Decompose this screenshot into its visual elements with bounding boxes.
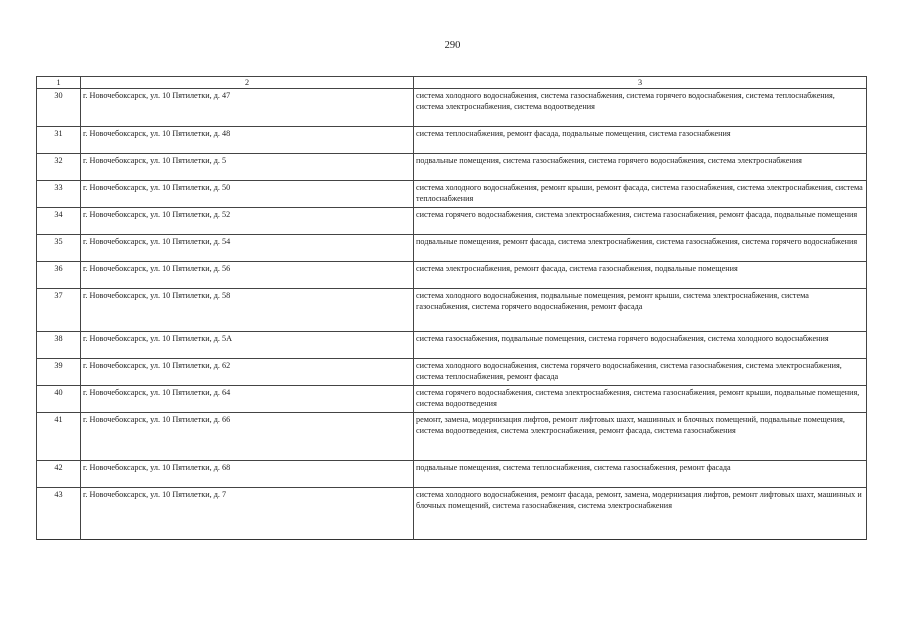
page-number: 290 xyxy=(444,40,461,51)
column-header-address: 2 xyxy=(81,77,414,89)
row-number: 30 xyxy=(37,89,81,127)
row-address: г. Новочебоксарск, ул. 10 Пятилетки, д. 5 xyxy=(81,154,414,181)
row-address: г. Новочебоксарск, ул. 10 Пятилетки, д. 52 xyxy=(81,208,414,235)
table-row xyxy=(37,461,867,488)
table-row xyxy=(37,154,867,181)
row-address: г. Новочебоксарск, ул. 10 Пятилетки, д. 48 xyxy=(81,127,414,154)
table-row xyxy=(37,262,867,289)
row-address: г. Новочебоксарск, ул. 10 Пятилетки, д. 66 xyxy=(81,413,414,461)
row-number: 36 xyxy=(37,262,81,289)
row-works: система холодного водоснабжения, ремонт крыши, ремонт фасада, система газоснабжения, система электроснабжения, система теплоснабжения xyxy=(414,181,867,208)
row-address: г. Новочебоксарск, ул. 10 Пятилетки, д. 50 xyxy=(81,181,414,208)
row-address: г. Новочебоксарск, ул. 10 Пятилетки, д. 5А xyxy=(81,332,414,359)
row-number: 41 xyxy=(37,413,81,461)
row-number: 31 xyxy=(37,127,81,154)
row-works: система горячего водоснабжения, система электроснабжения, система газоснабжения, ремонт фасада, подвальные помещения xyxy=(414,208,867,235)
row-address: г. Новочебоксарск, ул. 10 Пятилетки, д. 54 xyxy=(81,235,414,262)
table-row xyxy=(37,181,867,208)
row-address: г. Новочебоксарск, ул. 10 Пятилетки, д. 62 xyxy=(81,359,414,386)
row-number: 38 xyxy=(37,332,81,359)
row-works: система электроснабжения, ремонт фасада, система газоснабжения, подвальные помещения xyxy=(414,262,867,289)
row-number: 37 xyxy=(37,289,81,332)
row-works: система холодного водоснабжения, подвальные помещения, ремонт крыши, система электроснабжения, система газоснабжения, система горячего водоснабжения, ремонт фасада xyxy=(414,289,867,332)
registry-table xyxy=(36,76,867,540)
row-address: г. Новочебоксарск, ул. 10 Пятилетки, д. 64 xyxy=(81,386,414,413)
table-row xyxy=(37,127,867,154)
row-works: подвальные помещения, система газоснабжения, система горячего водоснабжения, система электроснабжения xyxy=(414,154,867,181)
row-number: 39 xyxy=(37,359,81,386)
table-row xyxy=(37,289,867,332)
row-works: ремонт, замена, модернизация лифтов, ремонт лифтовых шахт, машинных и блочных помещений, подвальные помещения, система водоотведения, система электроснабжения, ремонт фасада, система газоснабжения xyxy=(414,413,867,461)
table-row xyxy=(37,332,867,359)
row-number: 33 xyxy=(37,181,81,208)
table-row xyxy=(37,386,867,413)
row-works: система газоснабжения, подвальные помещения, система горячего водоснабжения, система холодного водоснабжения xyxy=(414,332,867,359)
row-number: 32 xyxy=(37,154,81,181)
column-header-number: 1 xyxy=(37,77,81,89)
row-address: г. Новочебоксарск, ул. 10 Пятилетки, д. 68 xyxy=(81,461,414,488)
row-works: система холодного водоснабжения, ремонт фасада, ремонт, замена, модернизация лифтов, ремонт лифтовых шахт, машинных и блочных помещений, система газоснабжения, система электроснабжения xyxy=(414,488,867,540)
row-number: 42 xyxy=(37,461,81,488)
row-number: 34 xyxy=(37,208,81,235)
row-works: система теплоснабжения, ремонт фасада, подвальные помещения, система газоснабжения xyxy=(414,127,867,154)
row-works: система холодного водоснабжения, система газоснабжения, система горячего водоснабжения, система теплоснабжения, система электроснабжения, система водоотведения xyxy=(414,89,867,127)
row-number: 35 xyxy=(37,235,81,262)
row-address: г. Новочебоксарск, ул. 10 Пятилетки, д. 47 xyxy=(81,89,414,127)
row-works: подвальные помещения, ремонт фасада, система электроснабжения, система газоснабжения, система горячего водоснабжения xyxy=(414,235,867,262)
table-header-row xyxy=(37,77,867,89)
row-address: г. Новочебоксарск, ул. 10 Пятилетки, д. 7 xyxy=(81,488,414,540)
row-number: 43 xyxy=(37,488,81,540)
row-works: система холодного водоснабжения, система горячего водоснабжения, система газоснабжения, система электроснабжения, система теплоснабжения, ремонт фасада xyxy=(414,359,867,386)
table-row xyxy=(37,89,867,127)
table-row xyxy=(37,208,867,235)
row-number: 40 xyxy=(37,386,81,413)
row-works: система горячего водоснабжения, система электроснабжения, система газоснабжения, ремонт крыши, подвальные помещения, система водоотведения xyxy=(414,386,867,413)
row-works: подвальные помещения, система теплоснабжения, система газоснабжения, ремонт фасада xyxy=(414,461,867,488)
table-row xyxy=(37,488,867,540)
table-row xyxy=(37,359,867,386)
row-address: г. Новочебоксарск, ул. 10 Пятилетки, д. 58 xyxy=(81,289,414,332)
table-row xyxy=(37,413,867,461)
row-address: г. Новочебоксарск, ул. 10 Пятилетки, д. 56 xyxy=(81,262,414,289)
column-header-works: 3 xyxy=(414,77,867,89)
table-row xyxy=(37,235,867,262)
